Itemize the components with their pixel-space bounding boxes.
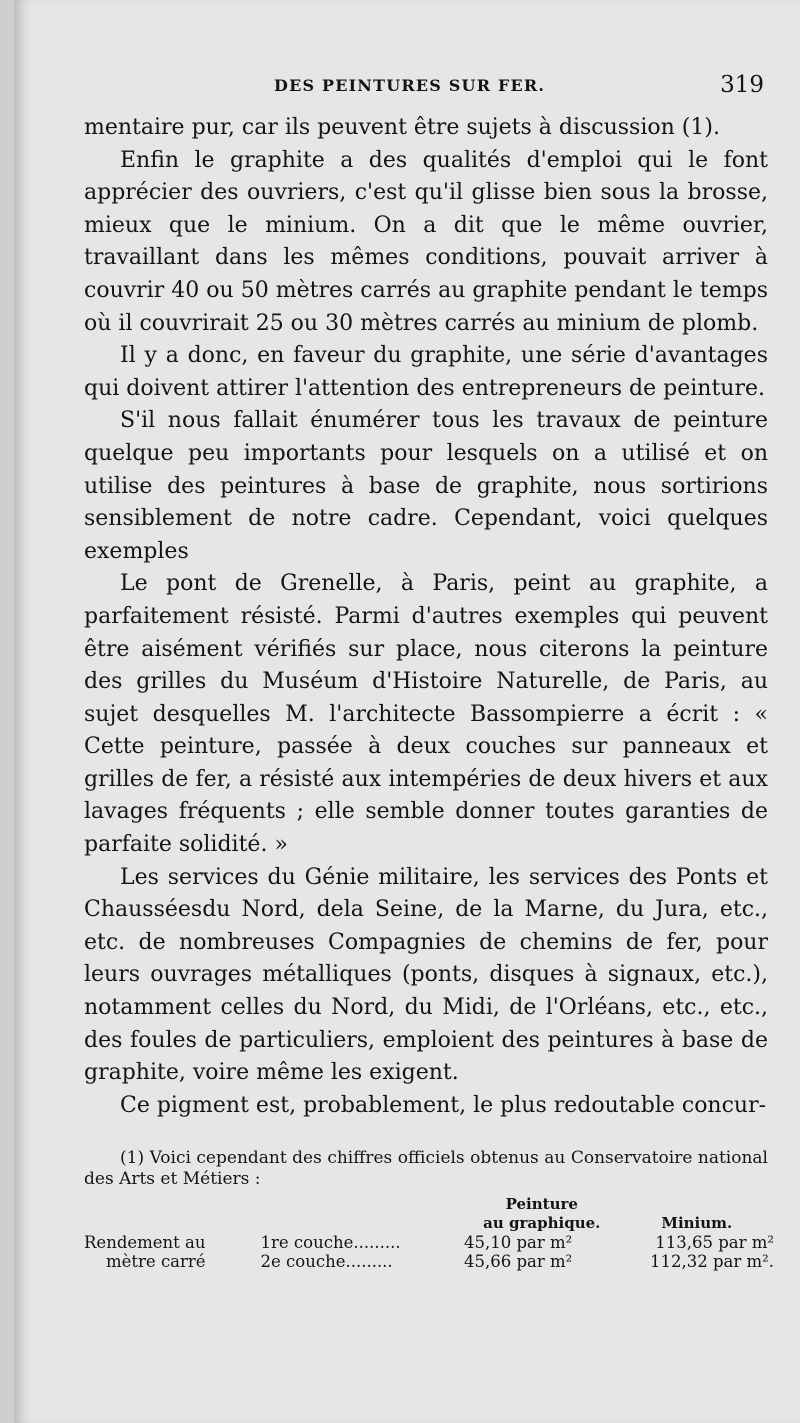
column-header-minium: Minium.: [661, 1214, 733, 1232]
row-label: mètre carré: [106, 1252, 206, 1271]
row-coat: 1re couche.........: [260, 1233, 401, 1252]
footnote-text: (1) Voici cependant des chiffres officiels obtenus au Conservatoire national des Arts et Métiers :: [84, 1148, 768, 1189]
paragraph: Enfin le graphite a des qualités d'emploi qui le font apprécier des ouvriers, c'est qu'il glisse bien sous la brosse, mieux que le minium. On a dit que le même ouvrier, travaillant dans les mêmes conditions, pouvait arriver à couvrir 40 ou 50 mètres carrés au graphite pendant le temps où il couvrirait 25 ou 30 mètres carrés au minium de plomb.: [84, 147, 768, 336]
column-header-graphite-line1: Peinture: [505, 1195, 578, 1213]
paragraph: Ce pigment est, probablement, le plus redoutable concur-: [120, 1092, 767, 1118]
footnote: [84, 1148, 768, 1190]
table-row: [84, 1252, 774, 1271]
graphite-value: 45,66 par m²: [463, 1252, 573, 1271]
row-label: Rendement au: [84, 1233, 206, 1252]
yield-table: [84, 1195, 774, 1271]
page-number: 319: [720, 72, 764, 98]
minium-value: 113,65 par m²: [655, 1233, 774, 1252]
minium-value: 112,32 par m².: [649, 1252, 774, 1271]
page-header: [14, 72, 800, 106]
book-page: [14, 0, 800, 1423]
paragraph: Les services du Génie militaire, les services des Ponts et Chausséesdu Nord, dela Seine, de la Marne, du Jura, etc., etc. de nombreuses Compagnies de chemins de fer, pour leurs ouvrages métalliques (ponts, disques à signaux, etc.), notamment celles du Nord, du Midi, de l'Orléans, etc., etc., des foules de particuliers, emploient des peintures à base de graphite, voire même les exigent.: [84, 864, 768, 1086]
body-text: [84, 112, 768, 1122]
paragraph: S'il nous fallait énumérer tous les travaux de peinture quelque peu importants pour lesquels on a utilisé et on utilise des peintures à base de graphite, nous sortirions sensiblement de notre cadre. Cependant, voici quelques exemples: [84, 408, 768, 564]
paragraph: Le pont de Grenelle, à Paris, peint au graphite, a parfaitement résisté. Parmi d'autres exemples qui peuvent être aisément vérifiés sur place, nous citerons la peinture des grilles du Muséum d'Histoire Naturelle, de Paris, au sujet desquelles M. l'architecte Bassompierre a écrit : « Cette peinture, passée à deux couches sur panneaux et grilles de fer, a résisté aux intempéries de deux hivers et aux lavages fréquents ; elle semble donner toutes garanties de parfaite solidité. »: [84, 571, 768, 858]
paragraph: mentaire pur, car ils peuvent être sujets à discussion (1).: [84, 115, 720, 140]
table-header-row: [84, 1214, 774, 1233]
table-row: [84, 1233, 774, 1252]
paragraph: Il y a donc, en faveur du graphite, une série d'avantages qui doivent attirer l'attention des entrepreneurs de peinture.: [84, 343, 768, 401]
column-header-graphite-line2: au graphique.: [483, 1214, 601, 1232]
running-head: DES PEINTURES SUR FER.: [274, 76, 546, 95]
graphite-value: 45,10 par m²: [463, 1233, 573, 1252]
table-header-row: [84, 1195, 774, 1214]
row-coat: 2e couche.........: [260, 1252, 393, 1271]
